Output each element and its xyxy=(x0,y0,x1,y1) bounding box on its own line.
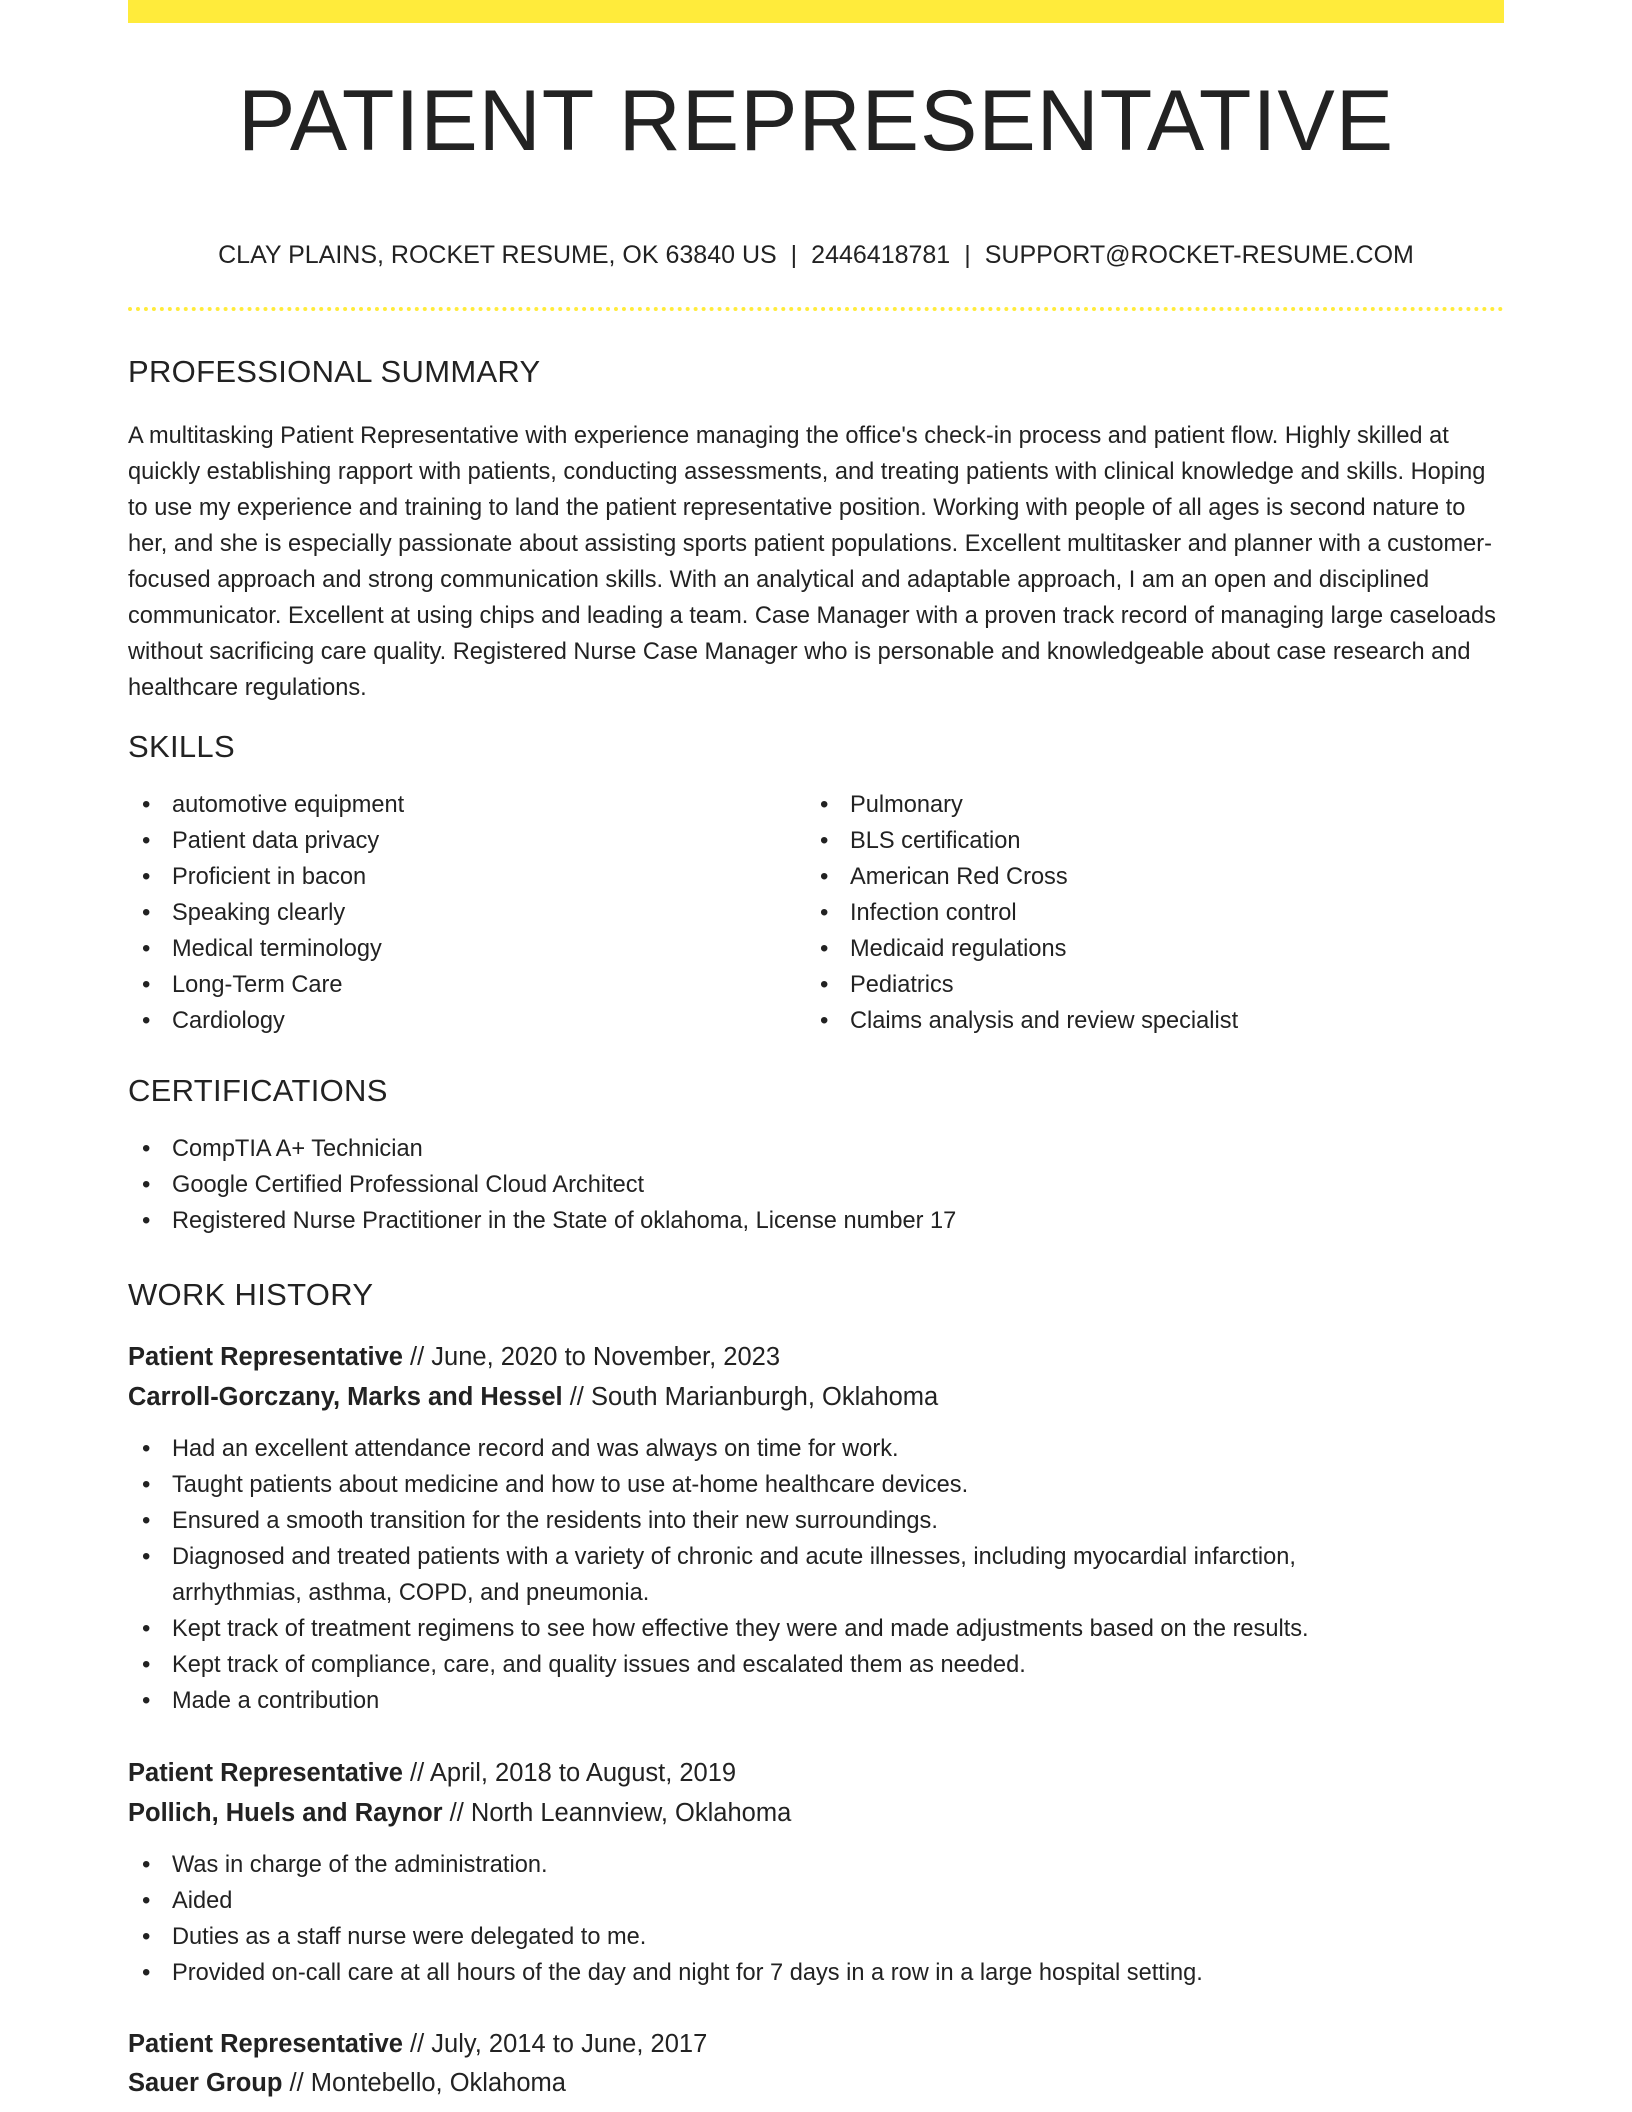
job-title: Patient Representative xyxy=(128,1759,403,1787)
list-item: • Patient data privacy xyxy=(128,823,788,859)
job-dates: // June, 2020 to November, 2023 xyxy=(410,1343,781,1371)
job-company-line xyxy=(128,2065,566,2101)
certifications-heading: CERTIFICATIONS xyxy=(128,1073,388,1108)
list-item: • Kept track of treatment regimens to see how effective they were and made adjustments based on the results. xyxy=(128,1611,1504,1647)
job-company-line xyxy=(128,1379,938,1415)
list-item: • American Red Cross xyxy=(806,859,1504,895)
work-history-heading: WORK HISTORY xyxy=(128,1277,374,1312)
job-title: Patient Representative xyxy=(128,2030,403,2058)
job-bullets xyxy=(128,1847,1504,1991)
list-item: • Long-Term Care xyxy=(128,967,788,1003)
skills-list-right xyxy=(806,787,1504,1039)
list-item: • Medicaid regulations xyxy=(806,931,1504,967)
list-item: • Made a contribution xyxy=(128,1683,1504,1719)
job-title: Patient Representative xyxy=(128,1343,403,1371)
contact-line xyxy=(128,240,1504,270)
contact-email: SUPPORT@ROCKET-RESUME.COM xyxy=(984,241,1414,269)
list-item: • Claims analysis and review specialist xyxy=(806,1003,1504,1039)
list-item: • BLS certification xyxy=(806,823,1504,859)
list-item: • Was in charge of the administration. xyxy=(128,1847,1504,1883)
summary-text: A multitasking Patient Representative with experience managing the office's check-in process and patient flow. Highly skilled at quickly establishing rapport with patients, conducting assessments, and treating patients with clinical knowledge and skills. Hoping to use my experience and training to land the patient representative position. Working with people of all ages is second nature to her, and she is especially passionate about assisting sports patient populations. Excellent multitasker and planner with a customer-focused approach and strong communication skills. With an analytical and adaptable approach, I am an open and disciplined communicator. Excellent at using chips and leading a team. Case Manager with a proven track record of managing large caseloads without sacrificing care quality. Registered Nurse Case Manager who is personable and knowledgeable about case research and healthcare regulations. xyxy=(128,423,1496,701)
skills-heading: SKILLS xyxy=(128,729,235,764)
certifications-list xyxy=(128,1131,1504,1239)
list-item: • Google Certified Professional Cloud Architect xyxy=(128,1167,1504,1203)
list-item: • Aided xyxy=(128,1883,1504,1919)
contact-address: CLAY PLAINS, ROCKET RESUME, OK 63840 US xyxy=(218,241,777,269)
page-title: PATIENT REPRESENTATIVE xyxy=(237,73,1395,169)
header-divider xyxy=(128,307,1504,311)
skills-list-left xyxy=(128,787,788,1039)
list-item: • Diagnosed and treated patients with a variety of chronic and acute illnesses, including myocardial infarction, arrhythmias, asthma, COPD, and pneumonia. xyxy=(128,1539,1504,1611)
list-item: • automotive equipment xyxy=(128,787,788,823)
contact-separator: | xyxy=(790,241,798,269)
job-title-line xyxy=(128,1339,780,1375)
job-dates: // July, 2014 to June, 2017 xyxy=(410,2030,708,2058)
list-item: • Infection control xyxy=(806,895,1504,931)
job-bullets xyxy=(128,1431,1504,1719)
list-item: • Had an excellent attendance record and was always on time for work. xyxy=(128,1431,1504,1467)
list-item: • Proficient in bacon xyxy=(128,859,788,895)
list-item: • Pulmonary xyxy=(806,787,1504,823)
list-item: • Pediatrics xyxy=(806,967,1504,1003)
list-item: • Speaking clearly xyxy=(128,895,788,931)
contact-separator: | xyxy=(964,241,971,269)
list-item: • Cardiology xyxy=(128,1003,788,1039)
job-company: Carroll-Gorczany, Marks and Hessel xyxy=(128,1383,563,1411)
accent-bar xyxy=(128,0,1504,23)
summary-heading: PROFESSIONAL SUMMARY xyxy=(128,354,541,389)
job-location: // Montebello, Oklahoma xyxy=(289,2069,566,2097)
list-item: • Registered Nurse Practitioner in the State of oklahoma, License number 17 xyxy=(128,1203,1504,1239)
job-location: // North Leannview, Oklahoma xyxy=(449,1799,792,1827)
list-item: • Ensured a smooth transition for the residents into their new surroundings. xyxy=(128,1503,1504,1539)
job-dates: // April, 2018 to August, 2019 xyxy=(410,1759,737,1787)
list-item: • Kept track of compliance, care, and quality issues and escalated them as needed. xyxy=(128,1647,1504,1683)
job-company: Pollich, Huels and Raynor xyxy=(128,1799,443,1827)
list-item: • Provided on-call care at all hours of the day and night for 7 days in a row in a large hospital setting. xyxy=(128,1955,1504,1991)
list-item: • Taught patients about medicine and how to use at-home healthcare devices. xyxy=(128,1467,1504,1503)
contact-phone: 2446418781 xyxy=(811,241,951,269)
job-company-line xyxy=(128,1795,791,1831)
job-title-line xyxy=(128,2026,707,2062)
list-item: • Medical terminology xyxy=(128,931,788,967)
job-location: // South Marianburgh, Oklahoma xyxy=(569,1383,939,1411)
list-item: • Duties as a staff nurse were delegated to me. xyxy=(128,1919,1504,1955)
job-title-line xyxy=(128,1755,736,1791)
job-company: Sauer Group xyxy=(128,2069,283,2097)
list-item: • CompTIA A+ Technician xyxy=(128,1131,1504,1167)
